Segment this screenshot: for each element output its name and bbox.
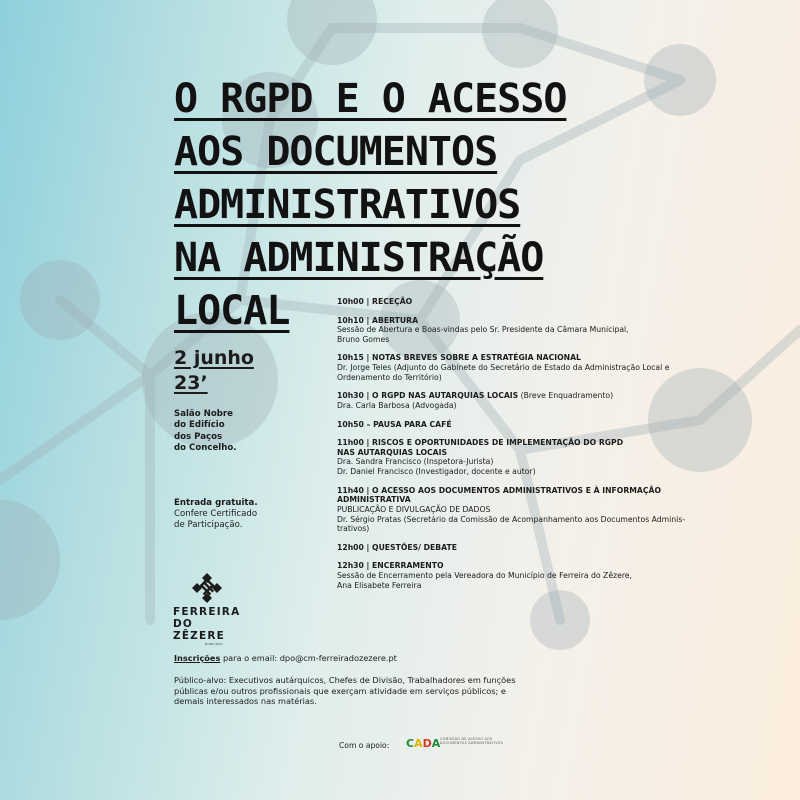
program-item-heading bbox=[337, 420, 697, 430]
venue-line: dos Paços bbox=[174, 431, 223, 442]
registration-label: Inscrições bbox=[174, 653, 221, 663]
program-item-title: 10h15 | NOTAS BREVES SOBRE A ESTRATÉGIA NACIONAL bbox=[337, 353, 581, 363]
title-line: ADMINISTRATIVOS bbox=[174, 182, 521, 228]
event-date bbox=[174, 346, 254, 396]
footer-info bbox=[174, 653, 594, 707]
program-item-detail: PUBLICAÇÃO E DIVULGAÇÃO DE DADOS bbox=[337, 505, 491, 515]
program-item-detail: Dr. Daniel Francisco (Investigador, docente e autor) bbox=[337, 467, 536, 477]
program-item-title: 12h30 | ENCERRAMENTO bbox=[337, 561, 444, 571]
logo-name-line: FERREIRA bbox=[173, 606, 241, 618]
program-item-title-suffix: (Breve Enquadramento) bbox=[518, 391, 614, 401]
title-line: AOS DOCUMENTOS bbox=[174, 129, 498, 175]
program-item-heading bbox=[337, 353, 697, 363]
program-item-title: 10h00 | RECEÇÃO bbox=[337, 297, 413, 306]
program-item-heading bbox=[337, 391, 697, 401]
program-item bbox=[337, 353, 697, 382]
venue-line: Salão Nobre bbox=[174, 409, 233, 419]
program-item bbox=[337, 561, 697, 590]
program-item-detail: Dr. Jorge Teles (Adjunto do Gabinete do Secretário de Estado da Administração Local e bbox=[337, 363, 670, 373]
program-item-detail: Sessão de Abertura e Boas-vindas pelo Sr. Presidente da Câmara Municipal, bbox=[337, 325, 629, 335]
cada-logo-icon bbox=[406, 736, 441, 750]
program-item bbox=[337, 391, 697, 410]
cada-line: DOCUMENTOS ADMINISTRATIVOS bbox=[440, 741, 503, 746]
program-item-detail: Ana Elisabete Ferreira bbox=[337, 580, 422, 590]
entry-line: Confere Certificado bbox=[174, 509, 258, 520]
entry-line: de Participação. bbox=[174, 520, 243, 531]
program-item-heading bbox=[337, 316, 697, 326]
program-item-detail: Dra. Sandra Francisco (Inspetora-Jurista) bbox=[337, 457, 494, 467]
audience-line: demais interessados nas matérias. bbox=[174, 696, 317, 707]
municipality-emblem-icon bbox=[190, 573, 224, 603]
program-item-detail: Ordenamento do Território) bbox=[337, 372, 442, 382]
program-item bbox=[337, 543, 697, 553]
title-line: LOCAL bbox=[174, 288, 290, 334]
municipality-subtitle: MUNICÍPIO bbox=[205, 643, 223, 646]
event-venue bbox=[174, 409, 237, 455]
program-item-heading bbox=[337, 561, 697, 571]
municipality-name bbox=[173, 606, 243, 642]
program-item-title-continued: NAS AUTARQUIAS LOCAIS bbox=[337, 447, 448, 457]
program-item-detail: Dr. Sérgio Pratas (Secretário da Comissão de Acompanhamento aos Documentos Adminis- bbox=[337, 514, 686, 524]
audience-line: públicas e/ou outros profissionais que exerçam atividade em serviços públicos; e bbox=[174, 685, 506, 696]
title-line: NA ADMINISTRAÇÃO bbox=[174, 235, 544, 281]
title-line: O RGPD E O ACESSO bbox=[174, 76, 567, 122]
program-item bbox=[337, 420, 697, 430]
program-item-detail: Bruno Gomes bbox=[337, 334, 390, 344]
registration-email: para o email: dpo@cm-ferreiradozezere.pt bbox=[220, 653, 397, 663]
program-item-title: 10h30 | O RGPD NAS AUTARQUIAS LOCAIS bbox=[337, 391, 519, 401]
program-item bbox=[337, 297, 697, 307]
program-item bbox=[337, 438, 697, 477]
logo-name-line: DO ZÊZERE bbox=[173, 618, 226, 642]
entry-free-label: Entrada gratuita. bbox=[174, 498, 258, 508]
event-program bbox=[337, 297, 697, 599]
program-item-title: 11h00 | RISCOS E OPORTUNIDADES DE IMPLEMENTAÇÃO DO RGPD bbox=[337, 438, 624, 448]
program-item-heading bbox=[337, 438, 697, 448]
target-audience bbox=[174, 675, 594, 707]
program-item-heading bbox=[337, 543, 697, 553]
municipality-logo bbox=[173, 573, 243, 646]
svg-text:CADA: CADA bbox=[406, 737, 441, 750]
program-item-title: 11h40 | O ACESSO AOS DOCUMENTOS ADMINISTRATIVOS E À INFORMAÇÃO bbox=[337, 485, 661, 495]
entry-info bbox=[174, 498, 258, 532]
audience-line: Público-alvo: Executivos autárquicos, Chefes de Divisão, Trabalhadores em funções bbox=[174, 674, 516, 685]
date-line: 2 junho bbox=[174, 347, 254, 369]
cada-line: COMISSÃO DE ACESSO AOS bbox=[440, 737, 493, 741]
venue-line: do Concelho. bbox=[174, 443, 237, 454]
program-item-title: 12h00 | QUESTÕES/ DEBATE bbox=[337, 542, 457, 552]
program-item-title: 10h10 | ABERTURA bbox=[337, 315, 419, 325]
program-item-title-continued: ADMINISTRATIVA bbox=[337, 495, 411, 505]
registration-line bbox=[174, 653, 594, 664]
program-item bbox=[337, 486, 697, 535]
program-item-heading bbox=[337, 486, 697, 496]
program-item-detail: Dra. Carla Barbosa (Advogada) bbox=[337, 401, 457, 411]
cada-name bbox=[440, 737, 503, 746]
program-item-detail: Sessão de Encerramento pela Vereadora do Município de Ferreira do Zêzere, bbox=[337, 571, 632, 581]
program-item bbox=[337, 316, 697, 345]
venue-line: do Edifício bbox=[174, 420, 225, 431]
date-line: 23’ bbox=[174, 372, 208, 394]
support-label: Com o apoio: bbox=[339, 741, 390, 750]
program-item-title: 10h50 – PAUSA PARA CAFÉ bbox=[337, 419, 452, 429]
program-item-detail: trativos) bbox=[337, 524, 370, 534]
program-item-heading bbox=[337, 297, 697, 307]
